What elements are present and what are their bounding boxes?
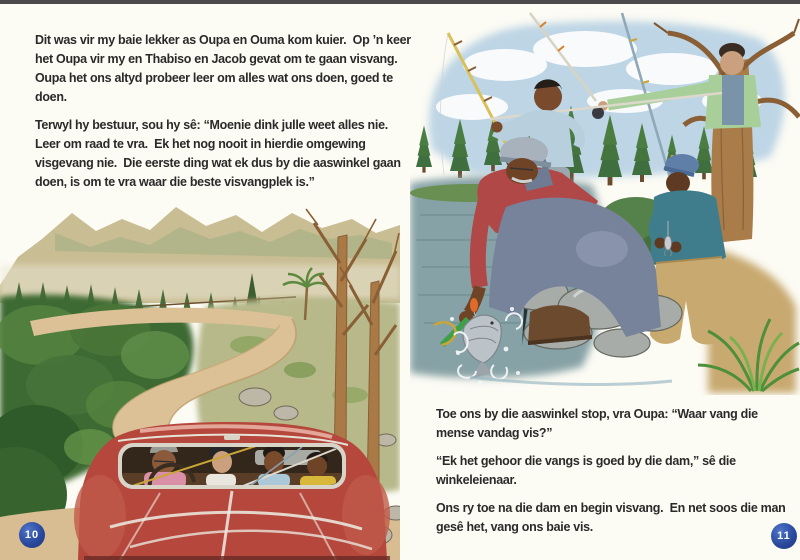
page-number-badge-right: 11	[771, 523, 797, 549]
road-car-illustration	[0, 185, 400, 560]
right-text-block	[436, 405, 792, 546]
left-text-block	[35, 31, 413, 201]
paragraph: Toe ons by die aaswinkel stop, vra Oupa: “Waar vang die mense vandag vis?”	[436, 407, 761, 440]
paragraph: Ons ry toe na die dam en begin visvang. En net soos die man gesê het, vang ons baie vis.	[436, 501, 789, 534]
page-number-badge-left: 10	[19, 522, 45, 548]
float	[470, 298, 478, 312]
paragraph: Dit was vir my baie lekker as Oupa en Ouma kom kuier. Op ’n keer het Oupa vir my en Thabiso en Jacob gevat om te gaan visvang. Oupa het ons altyd probeer leer om alles wat ons doen, goed te doen.	[35, 33, 414, 104]
roof-light	[224, 435, 240, 440]
paragraph: “Ek het gehoor die vangs is goed by die dam,” sê die winkeleienaar.	[436, 454, 739, 487]
top-border-rule	[0, 0, 800, 4]
paragraph: Terwyl hy bestuur, sou hy sê: “Moenie dink julle weet alles nie. Leer om raad te vra. Ek het nog nooit in hierdie omgewing visgevang nie. Die eerste ding wat ek dus by die aaswinkel gaan doen, is om te vra waar die beste visvangplek is.”	[35, 118, 404, 189]
fishing-reel	[592, 107, 604, 119]
fishing-illustration	[410, 5, 800, 395]
red-car	[74, 422, 390, 560]
left-fender	[74, 475, 126, 559]
